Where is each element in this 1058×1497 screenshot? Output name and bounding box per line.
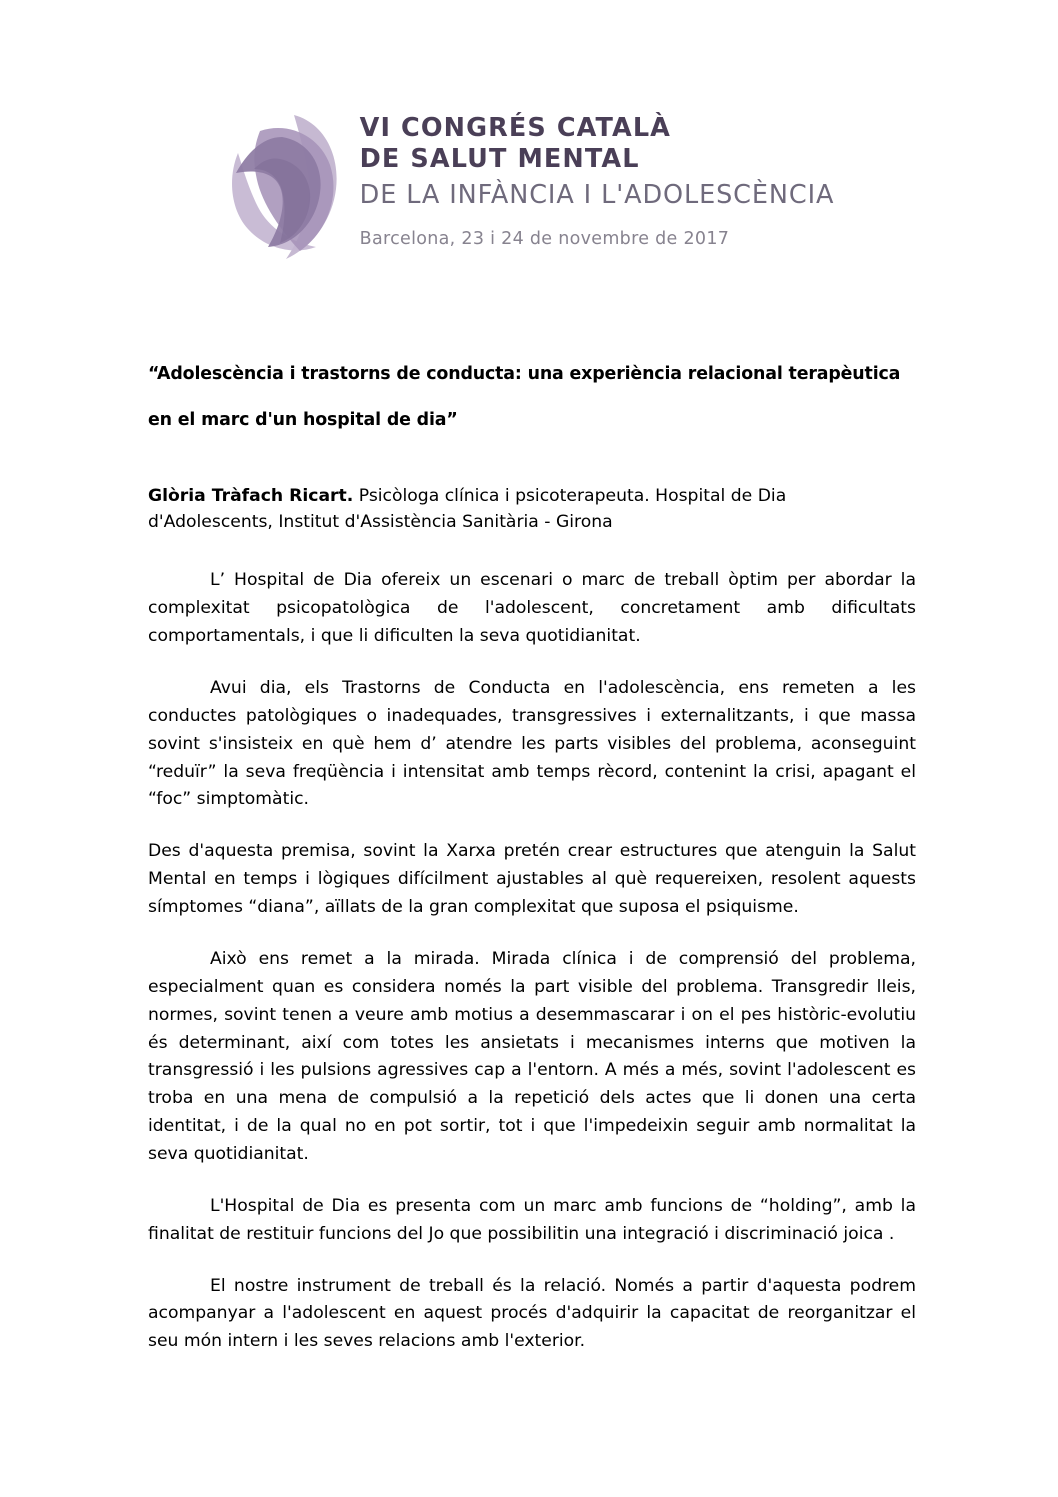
page-title-line1: “Adolescència i trastorns de conducta: una experiència relacional terapèutica	[148, 364, 901, 384]
body-paragraphs	[148, 567, 916, 1356]
page-title-line2: en el marc d'un hospital de dia”	[148, 409, 458, 430]
header-inner	[224, 105, 835, 265]
body-paragraph: L’ Hospital de Dia ofereix un escenari o marc de treball òptim per abordar la complexitat psicopatològica de l'adolescent, concretament amb dificultats comportamentals, i que li dificulten la seva quotidianitat.	[148, 570, 916, 647]
conference-header	[0, 105, 1058, 265]
body-paragraph: L'Hospital de Dia es presenta com un marc amb funcions de “holding”, amb la finalitat de restituir funcions del Jo que possibilitin una integració i discriminació joica .	[148, 1195, 916, 1244]
congress-petals-logo-icon	[224, 107, 342, 267]
author-byline	[148, 483, 916, 535]
body-paragraph: Des d'aquesta premisa, sovint la Xarxa pretén crear estructures que atenguin la Salut Mental en temps i lògiques difícilment ajustables al què requereixen, resolent aquests símptomes “diana”, aïllats de la gran complexitat que suposa el psiquisme.	[148, 841, 916, 918]
body-paragraph: Avui dia, els Trastorns de Conducta en l'adolescència, ens remeten a les conductes patològiques o inadequades, transgressives i externalitzants, i que massa sovint s'insisteix en què hem d’ atendre les parts visibles del problema, aconseguint “reduïr” la seva freqüència i intensitat amb temps rècord, contenint la crisi, apagant el “foc” simptomàtic.	[148, 678, 916, 810]
page-title	[148, 352, 916, 443]
document-content	[148, 352, 916, 1380]
author-affiliation: Psicòloga clínica i psicoterapeuta. Hospital de Dia d'Adolescents, Institut d'Assistència Sanitària - Girona	[148, 486, 787, 533]
congress-title-text	[360, 105, 835, 249]
congress-date-location: Barcelona, 23 i 24 de novembre de 2017	[359, 229, 730, 250]
body-paragraph: El nostre instrument de treball és la relació. Només a partir d'aquesta podrem acompanyar a l'adolescent en aquest procés d'adquirir la capacitat de reorganitzar el seu món intern i les seves relacions amb l'exterior.	[148, 1275, 916, 1352]
congress-subtitle: DE LA INFÀNCIA I L'ADOLESCÈNCIA	[359, 180, 835, 211]
author-name: Glòria Tràfach Ricart.	[148, 486, 354, 507]
congress-name-line1: VI CONGRÉS CATALÀ	[359, 113, 672, 143]
body-paragraph: Això ens remet a la mirada. Mirada clínica i de comprensió del problema, especialment quan es considera només la part visible del problema. Transgredir lleis, normes, sovint tenen a veure amb motius a desemmascarar i on el pes històric-evolutiu és determinant, així com totes les ansietats i mecanismes interns que motiven la transgressió i les pulsions agressives cap a l'entorn. A més a més, sovint l'adolescent es troba en una mena de compulsió a la repetició dels actes que li donen una certa identitat, i de la qual no en pot sortir, tot i que l'impedeixin seguir amb normalitat la seva quotidianitat.	[148, 948, 916, 1164]
congress-name-line2: DE SALUT MENTAL	[359, 144, 640, 175]
